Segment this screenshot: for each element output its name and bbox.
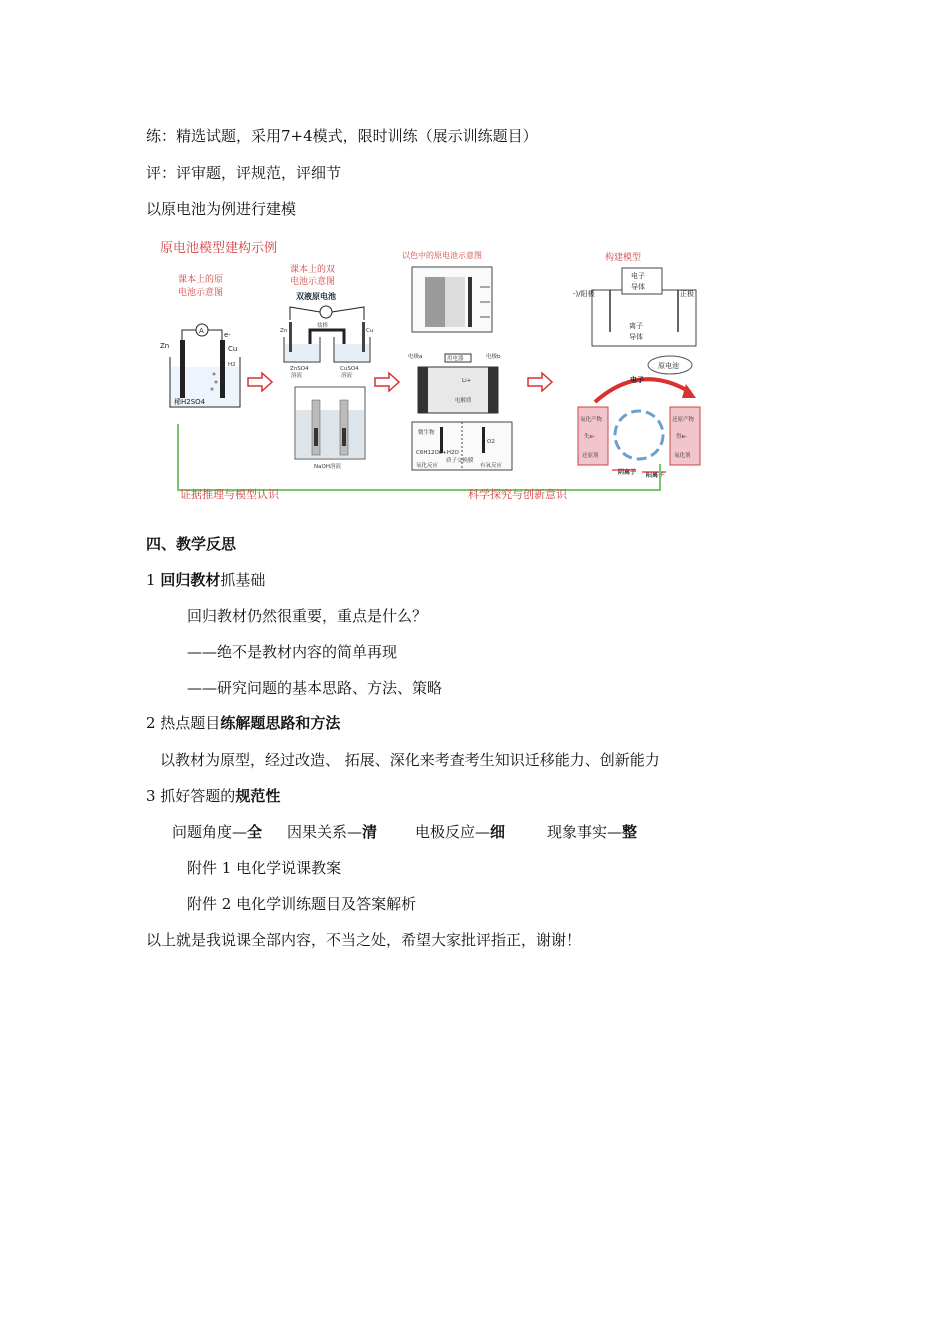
- model-intro-line: 以原电池为例进行建模: [146, 200, 297, 218]
- bottom-right-label: 科学探究与创新意识: [468, 488, 567, 501]
- p2-cu: Cu: [366, 328, 374, 334]
- item1-question: 回归教材仍然很重要，重点是什么？: [187, 607, 428, 625]
- cycle-right-2: 得e-: [676, 434, 687, 440]
- p2-zn: Zn: [280, 328, 288, 334]
- panel4-bottom-2: 导体: [629, 333, 643, 341]
- p2-sol-right2: 溶液: [341, 373, 353, 379]
- panel3-caption: 以色中的原电池示意图: [402, 251, 482, 260]
- cycle-right-3: 氧化剂: [674, 453, 691, 459]
- item3-line: 3 抓好答题的规范性: [146, 787, 281, 805]
- p3-load: 用电器: [447, 356, 464, 362]
- item2-body: 以教材为原型，经过改造、 拓展、深化来考查考生知识迁移能力、创新能力: [160, 751, 660, 769]
- panel4-right: 正极: [680, 290, 694, 298]
- panel4-bottom-1: 离子: [629, 322, 643, 330]
- panel4-left: -)/阳极: [573, 290, 595, 298]
- panel1-caption-1: 课本上的原: [178, 275, 224, 285]
- ammeter-label: A: [199, 327, 204, 335]
- cycle-left-2: 失e-: [584, 434, 595, 440]
- galvanic-cell-model-figure: [150, 232, 720, 507]
- cycle-electron: 电子: [630, 376, 644, 384]
- p3-ele-b: 电极b: [486, 354, 501, 360]
- aspect-2: 因果关系—清: [287, 823, 378, 841]
- p3-microbe: 微生物: [418, 430, 435, 436]
- attachment-2: 附件 2 电化学训练题目及答案解析: [187, 895, 417, 913]
- p3-membrane: 质子交换膜: [446, 458, 474, 464]
- item1-point-a: ——绝不是教材内容的简单再现: [187, 643, 398, 661]
- panel2-caption-1: 课本上的双: [290, 265, 336, 275]
- simple-cell-diagram: [160, 324, 240, 407]
- item1-point-b: ——研究问题的基本思路、方法、策略: [187, 679, 443, 697]
- p3-li: Li+: [462, 378, 472, 384]
- p1-solution: 稀H2SO4: [174, 398, 206, 406]
- aspect-1: 问题角度—全: [172, 823, 263, 841]
- figure-title: 原电池模型建构示例: [160, 241, 278, 256]
- p2-sol-right: CuSO4: [340, 366, 359, 372]
- bottom-left-label: 证据推理与模型认识: [180, 488, 279, 501]
- section-title: 四、教学反思: [146, 535, 237, 553]
- item2-line: 2 热点题目练解题思路和方法: [146, 714, 341, 732]
- p3-ele-a: 电极a: [408, 354, 423, 360]
- panel2-caption-2: 电池示意图: [290, 277, 336, 287]
- panel4-caption: 构建模型: [605, 253, 642, 263]
- fuel-cell-diagrams: [408, 267, 512, 470]
- p3-red: 有氧反应: [480, 463, 503, 469]
- cycle-right-1: 还原产物: [672, 417, 695, 423]
- review-line: 评：评审题，评规范，评细节: [146, 164, 342, 182]
- p1-zn: Zn: [160, 342, 170, 350]
- p2-sol-left: ZnSO4: [290, 366, 309, 372]
- cycle-left-3: 还原剂: [582, 453, 599, 459]
- cycle-diagram: [578, 356, 700, 479]
- cycle-bottom-left: 阴离子: [618, 469, 637, 476]
- p2-naoh: NaOH溶液: [314, 464, 341, 470]
- closing-line: 以上就是我说课全部内容，不当之处，希望大家批评指正，谢谢！: [146, 931, 582, 949]
- practice-line: 练：精选试题，采用7+4模式，限时训练（展示训练题目）: [146, 127, 538, 145]
- p1-electron: e-: [224, 331, 231, 339]
- p1-h2: H2: [228, 362, 236, 368]
- model-schematic: [573, 268, 696, 346]
- double-cell-diagram: [280, 306, 373, 470]
- salt-bridge-label: 盐桥: [317, 323, 329, 329]
- aspect-4: 现象事实—整: [547, 823, 638, 841]
- item1-line: 1 回归教材抓基础: [146, 571, 266, 589]
- cycle-bottom-right: 阳离子: [646, 472, 665, 479]
- panel4-top-2: 导体: [631, 283, 645, 291]
- panel4-top-1: 电子: [631, 272, 645, 280]
- p3-fuel: C6H12O6+H2O: [416, 450, 459, 456]
- p3-ox: 氧化反应: [416, 463, 439, 469]
- aspect-3: 电极反应—细: [415, 823, 506, 841]
- cycle-title: 原电池: [658, 362, 679, 370]
- attachment-1: 附件 1 电化学说课教案: [187, 859, 342, 877]
- cycle-left-1: 氧化产物: [580, 417, 603, 423]
- p2-sol-left2: 溶液: [291, 373, 303, 379]
- p3-electrolyte: 电解质: [455, 398, 472, 404]
- panel1-caption-2: 电池示意图: [178, 288, 224, 298]
- p3-o2: O2: [487, 439, 495, 445]
- panel2-label: 双液原电池: [296, 292, 336, 301]
- p1-cu: Cu: [228, 345, 238, 353]
